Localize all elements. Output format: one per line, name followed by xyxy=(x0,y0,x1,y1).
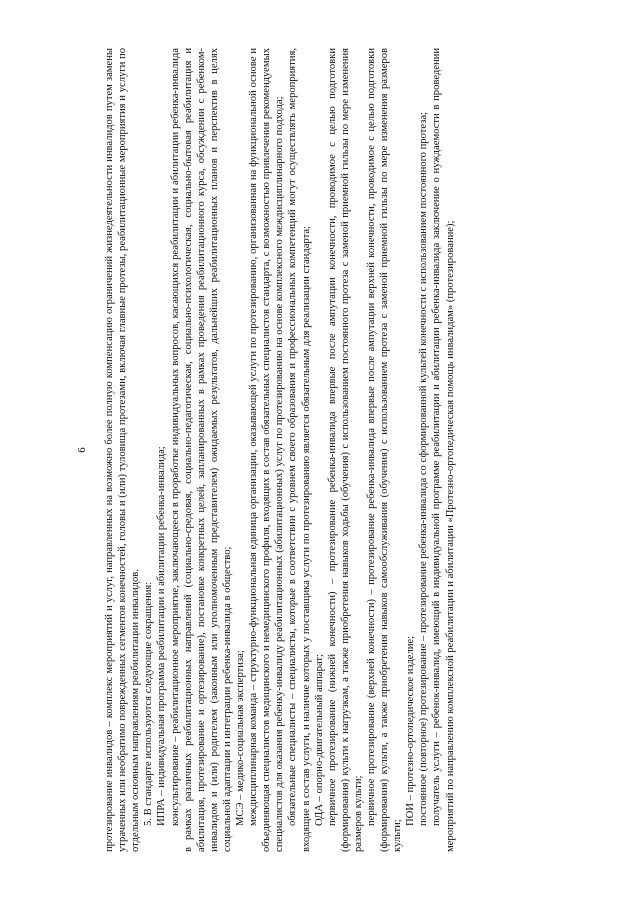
paragraph-mse: МСЭ – медико-социальная экспертиза; xyxy=(235,650,247,826)
paragraph-permanent: постоянное (повторное) протезирование – протезирование ребенка-инвалида со сформированной культей конечности с использованием постоянного протеза; xyxy=(418,111,430,826)
page-number: 6 xyxy=(76,447,88,453)
paragraph-abbreviations-intro: 5. В стандарте используются следующие сокращения: xyxy=(143,581,155,826)
paragraph-mandatory-specialists: обязательные специалисты – специалисты, которые в соответствии с уровнем своего образования и профессиональных компетенций могут осуществлять мероприятия, входящие в состав услуги, и наличие которых у поставщика услуги по протезированию является обязательным для реализации стандарта; xyxy=(287,48,312,852)
paragraph-primary-lower: первичное протезирование (нижней конечности) – протезирование ребенка-инвалида впервые после ампутации конечности, проводимое с целью подготовки (формирования) культи к нагрузкам, а также приобретения навыков ходьбы (обучения) с использованием постоянного протеза с заменой приемной гильзы по мере изменения размеров культи; xyxy=(326,48,364,852)
paragraph-consulting: консультирование – реабилитационное мероприятие, заключающееся в проработке индивидуальных вопросов, касающихся реабилитации и абилитации ребенка-инвалида в рамках различных реабилитационных направлений (социально-средовая, социально-педагогическая, социально-психологическая, социально-бытовая реабилитация и абилитация, протезирование и ортезирование), постановке конкретных целей, запланированных в рамках проведения реабилитационного курса, обсуждении с ребенком-инвалидом и (или) родителем (законным или уполномоченным представителем) ожидаемых результатов, дальнейших реабилитационных планов и перспектив в целях социальной адаптации и интеграции ребенка-инвалида в общество; xyxy=(169,48,233,852)
paragraph-team: междисциплинарная команда – структурно-функциональная единица организации, оказывающей услуги по протезированию, организованная на функциональной основе и объединяющая специалистов медицинского и немедицинского профиля, входящих в состав обязательных специалистов стандарта, с возможностью привлечения рекомендуемых специалистов для оказания ребенку-инвалиду реабилитационных (абилитационных) услуг по протезированию на основе комплексного междисциплинарного подхода; xyxy=(248,48,286,852)
paragraph-prosthetics-definition: протезирование инвалидов – комплекс мероприятий и услуг, направленных на возможно более полную компенсацию ограничений жизнедеятельности инвалидов путем замены утраченных или необратимо поврежденных сегментов конечностей, головы и (или) туловища протезами, включая главные протезы, реабилитационные мероприятия и услуги по отдельным основным направлениям реабилитации инвалидов. xyxy=(104,48,142,852)
paragraph-ipra: ИПРА – индивидуальная программа реабилитации и абилитации ребенка-инвалида; xyxy=(156,446,168,826)
paragraph-poi: ПОИ – протезно-ортопедическое изделие; xyxy=(405,635,417,826)
paragraph-recipient: получатель услуги – ребенок-инвалид, имеющий в индивидуальной программе реабилитации и абилитации ребенка-инвалида заключение о нуждаемости в проведении мероприятий по направлению комплексной реабилитации и абилитации «Протезно-ортопедическая помощь инвалидам» (протезирование); xyxy=(431,48,456,852)
paragraph-primary-upper: первичное протезирование (верхней конечности) – протезирование ребенка-инвалида впервые после ампутации верхней конечности, проводимое с целью подготовки (формирования) культи, а также приобретения навыков самообслуживания (обучения) с использованием протеза с заменой приемной гильзы по мере изменения размеров культи; xyxy=(365,48,404,852)
paragraph-oda: ОДА – опорно-двигательный аппарат; xyxy=(313,654,325,826)
document-page xyxy=(70,40,570,860)
